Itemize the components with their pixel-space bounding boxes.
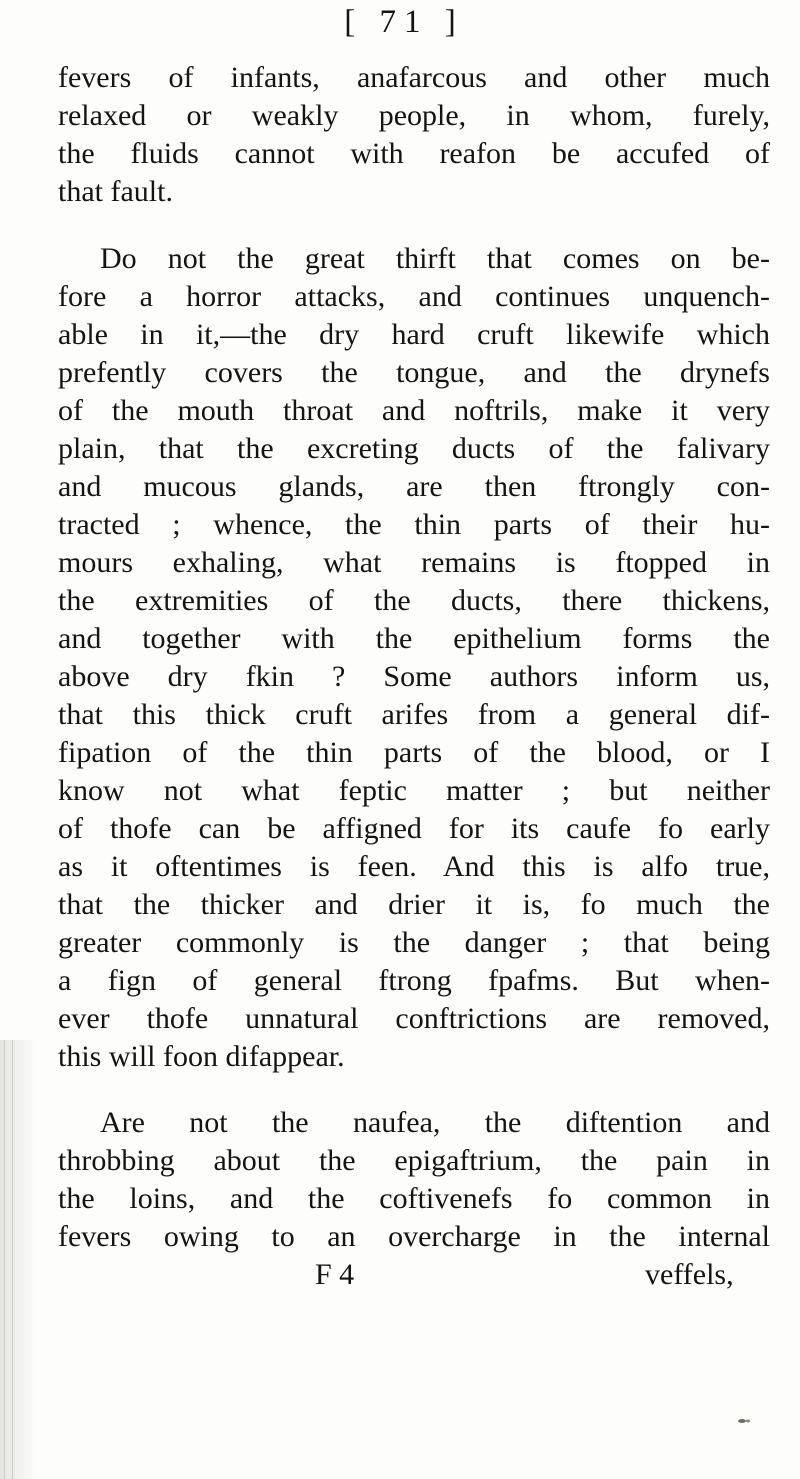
text-line: mours exhaling, what remains is ftopped in — [58, 546, 770, 579]
paragraph-first-line: Are not the naufea, the diftention and — [100, 1106, 770, 1139]
text-line: able in it,—the dry hard cruft likewife which — [58, 318, 770, 351]
text-line: that fault. — [58, 175, 173, 208]
text-line: and together with the epithelium forms the — [58, 622, 770, 655]
text-line: plain, that the excreting ducts of the falivary — [58, 432, 770, 465]
page-edge-line — [4, 1040, 5, 1479]
signature-mark: F 4 — [315, 1258, 355, 1291]
text-line: the extremities of the ducts, there thickens, — [58, 584, 770, 617]
ink-speck — [737, 1418, 751, 1424]
text-line: fipation of the thin parts of the blood, or I — [58, 736, 770, 769]
catchword: veffels, — [645, 1258, 734, 1291]
text-line: prefently covers the tongue, and the drynefs — [58, 356, 770, 389]
text-line: throbbing about the epigaftrium, the pain in — [58, 1144, 770, 1177]
text-line: as it oftentimes is feen. And this is alfo true, — [58, 850, 770, 883]
text-line: and mucous glands, are then ftrongly con- — [58, 470, 770, 503]
text-line: know not what feptic matter ; but neither — [58, 774, 770, 807]
text-line: fevers of infants, anafarcous and other much — [58, 61, 770, 94]
page-edge-line — [12, 1040, 13, 1479]
text-line: of thofe can be affigned for its caufe fo early — [58, 812, 770, 845]
text-line: that the thicker and drier it is, fo much the — [58, 888, 770, 921]
text-line: ever thofe unnatural conftrictions are removed, — [58, 1002, 770, 1035]
paragraph-first-line: Do not the great thirft that comes on be- — [100, 242, 770, 275]
text-line: above dry fkin ? Some authors inform us, — [58, 660, 770, 693]
text-line: greater commonly is the danger ; that being — [58, 926, 770, 959]
text-line: tracted ; whence, the thin parts of their hu- — [58, 508, 770, 541]
text-line: that this thick cruft arifes from a general dif- — [58, 698, 770, 731]
text-line: a fign of general ftrong fpafms. But when- — [58, 964, 770, 997]
text-line: of the mouth throat and noftrils, make it very — [58, 394, 770, 427]
text-line: relaxed or weakly people, in whom, furely, — [58, 99, 770, 132]
page-number: [ 71 ] — [344, 4, 464, 40]
text-line: fevers owing to an overcharge in the internal — [58, 1220, 770, 1253]
text-line: the loins, and the coftivenefs fo common in — [58, 1182, 770, 1215]
text-line: this will foon difappear. — [58, 1040, 345, 1073]
page-edge-shadow — [0, 1040, 38, 1479]
text-line: the fluids cannot with reafon be accufed of — [58, 137, 770, 170]
text-line: fore a horror attacks, and continues unquench- — [58, 280, 770, 313]
